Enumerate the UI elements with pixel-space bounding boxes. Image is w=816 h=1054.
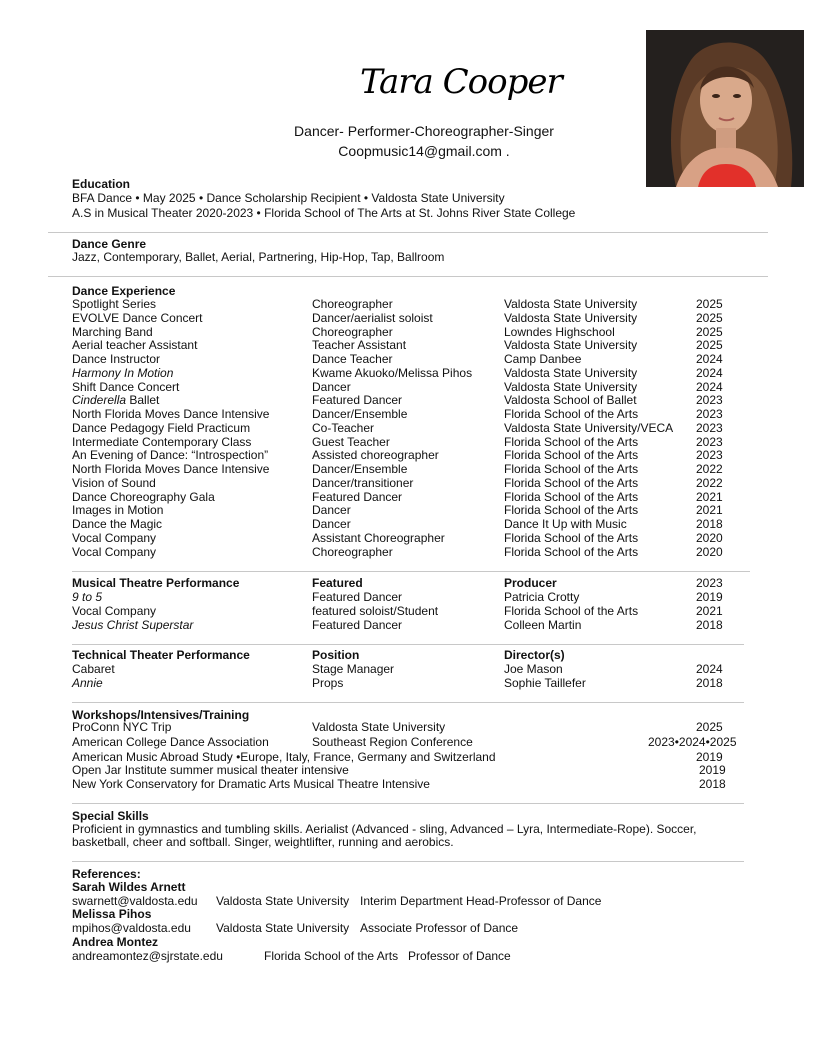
reference-name: Melissa Pihos — [72, 907, 152, 921]
dance-row-org-cell: Valdosta State University — [504, 365, 638, 380]
dance-row-org-cell: Valdosta State University — [504, 338, 638, 353]
reference-email: andreamontez@sjrstate.edu — [72, 949, 223, 963]
contact-email: Coopmusic14@gmail.com . — [338, 143, 510, 159]
dance-row-title-cell: Dance Choreography Gala — [72, 489, 215, 504]
dance-row-role-cell: Dancer — [312, 379, 351, 394]
dance-row-year-cell: 2025 — [696, 310, 723, 325]
dance-row-role-cell: Assisted choreographer — [312, 448, 439, 463]
dance-row-year-cell: 2024 — [696, 352, 723, 366]
dance-row-role-cell: Teacher Assistant — [312, 338, 407, 353]
workshop-year: 2025 — [696, 720, 723, 734]
musical-row-year-cell: 2018 — [696, 618, 723, 632]
dance-row-year-cell: 2020 — [696, 544, 723, 559]
dance-row-title-cell — [72, 367, 173, 381]
dance-row-org-cell: Florida School of the Arts — [504, 489, 639, 504]
dance-row-year-cell: 2021 — [696, 503, 723, 518]
reference-email: swarnett@valdosta.edu — [72, 894, 198, 908]
technical-heading: Technical Theater Performance — [72, 648, 250, 662]
workshop-org: Valdosta State University — [312, 720, 446, 734]
dance-row-year-cell: 2023 — [696, 448, 723, 463]
dance-row-title-cell: Shift Dance Concert — [72, 379, 180, 394]
musical-row-year-cell: 2019 — [696, 590, 723, 604]
candidate-name: Tara Cooper — [360, 62, 562, 102]
dance-row-org-cell: Valdosta State University — [504, 297, 638, 311]
dance-row-role-cell: Dancer/transitioner — [312, 475, 414, 490]
dance-row-title-cell: Dance Pedagogy Field Practicum — [72, 420, 251, 435]
dance-row-role-cell: Dancer/Ensemble — [312, 462, 408, 476]
italic-title: Annie — [72, 676, 103, 690]
technical-row-year-cell: 2024 — [696, 662, 723, 676]
dance-row-title-cell: North Florida Moves Dance Intensive — [72, 407, 270, 421]
dance-row-title-cell: Dance Instructor — [72, 352, 161, 366]
education-heading: Education — [72, 177, 131, 191]
dance-row-role-cell: Featured Dancer — [312, 489, 403, 504]
workshop-year: 2019 — [696, 750, 723, 764]
reference-name: Sarah Wildes Arnett — [72, 880, 186, 894]
reference-name: Andrea Montez — [72, 935, 159, 949]
year-cell: 2023 — [696, 576, 723, 590]
dance-row-role-cell: Featured Dancer — [312, 393, 403, 408]
italic-title: Jesus Christ Superstar — [72, 618, 194, 632]
technical-row-title-cell: Cabaret — [72, 662, 115, 676]
dance-row-role-cell: Choreographer — [312, 544, 393, 559]
dance-row-org-cell: Florida School of the Arts — [504, 434, 639, 449]
italic-title: Harmony In Motion — [72, 365, 174, 380]
references-heading: References: — [72, 867, 141, 881]
musical-row-role-cell: Featured Dancer — [312, 590, 403, 604]
dance-experience-heading: Dance Experience — [72, 284, 176, 298]
dance-row-role-cell: Dancer/aerialist soloist — [312, 310, 433, 325]
dance-row-org-cell: Lowndes Highschool — [504, 324, 615, 339]
dance-row-org-cell: Florida School of the Arts — [504, 407, 639, 421]
musical-row-title-cell — [72, 619, 193, 633]
dance-row-year-cell: 2023 — [696, 407, 723, 421]
musical-theatre-heading: Musical Theatre Performance — [72, 576, 240, 590]
dance-row-title-cell: Intermediate Contemporary Class — [72, 434, 252, 449]
reference-org: Florida School of the Arts — [264, 949, 399, 963]
musical-row-org-cell: Patricia Crotty — [504, 590, 580, 604]
skills-line: basketball, cheer and softball. Singer, weightlifter, running and aerobics. — [72, 835, 454, 849]
workshop-org: Southeast Region Conference — [312, 735, 473, 749]
musical-row-title-cell: Vocal Company — [72, 604, 157, 618]
directors-column-header: Director(s) — [504, 648, 565, 662]
dance-row-org-cell: Valdosta State University — [504, 310, 638, 325]
dance-row-org-cell: Valdosta State University/VECA — [504, 420, 674, 435]
dance-row-title-cell: Spotlight Series — [72, 297, 157, 311]
dance-row-title-cell: EVOLVE Dance Concert — [72, 310, 203, 325]
dance-row-title-cell: Dance the Magic — [72, 517, 163, 531]
section-divider — [48, 232, 768, 233]
dance-row-title-cell: Vocal Company — [72, 530, 157, 545]
workshop-line: Open Jar Institute summer musical theater intensive — [72, 763, 349, 777]
dance-row-org-cell: Florida School of the Arts — [504, 530, 639, 545]
genre-heading: Dance Genre — [72, 237, 147, 251]
dance-row-role-cell: Choreographer — [312, 297, 393, 311]
education-line: A.S in Musical Theater 2020-2023 • Florida School of The Arts at St. Johns River State College — [72, 206, 576, 220]
section-divider — [72, 861, 744, 862]
dance-row-title-cell — [72, 394, 159, 408]
dance-row-role-cell: Dancer — [312, 503, 351, 518]
musical-row-org-cell: Florida School of the Arts — [504, 604, 639, 618]
skills-heading: Special Skills — [72, 809, 149, 823]
skills-line: Proficient in gymnastics and tumbling skills. Aerialist (Advanced - sling, Advanced – Lyra, Intermediate-Rope). Soccer, — [72, 822, 697, 836]
tagline: Dancer- Performer-Choreographer-Singer — [294, 123, 554, 139]
dance-row-title-cell: Vocal Company — [72, 544, 157, 559]
musical-row-org-cell: Colleen Martin — [504, 618, 582, 632]
reference-position: Associate Professor of Dance — [360, 921, 519, 935]
technical-row-role-cell: Stage Manager — [312, 662, 395, 676]
dance-row-org-cell: Florida School of the Arts — [504, 462, 639, 476]
dance-row-title-cell: Images in Motion — [72, 503, 164, 518]
dance-row-org-cell: Florida School of the Arts — [504, 475, 639, 490]
reference-org: Valdosta State University — [216, 921, 350, 935]
workshop-title: American College Dance Association — [72, 735, 269, 749]
dance-row-role-cell: Dancer/Ensemble — [312, 407, 408, 421]
musical-row-role-cell: Featured Dancer — [312, 618, 403, 632]
section-divider — [72, 571, 750, 572]
producer-column-header: Producer — [504, 576, 557, 590]
dance-row-org-cell: Florida School of the Arts — [504, 448, 639, 463]
dance-row-year-cell: 2018 — [696, 517, 723, 531]
headshot-photo — [646, 30, 804, 187]
dance-row-org-cell: Valdosta State University — [504, 379, 638, 394]
technical-row-org-cell: Sophie Taillefer — [504, 676, 586, 690]
dance-row-title-cell: North Florida Moves Dance Intensive — [72, 462, 270, 476]
workshop-year: 2019 — [699, 763, 726, 777]
reference-position: Professor of Dance — [408, 949, 511, 963]
genre-list: Jazz, Contemporary, Ballet, Aerial, Partnering, Hip-Hop, Tap, Ballroom — [72, 250, 445, 264]
dance-row-title-cell: Aerial teacher Assistant — [72, 338, 198, 353]
dance-row-role-cell: Dance Teacher — [312, 352, 393, 366]
position-column-header: Position — [312, 648, 360, 662]
dance-row-year-cell: 2024 — [696, 365, 723, 380]
featured-column-header: Featured — [312, 576, 363, 590]
dance-row-org-cell: Camp Danbee — [504, 352, 582, 366]
dance-row-year-cell: 2023 — [696, 420, 723, 435]
dance-row-year-cell: 2025 — [696, 338, 723, 353]
musical-row-year-cell: 2021 — [696, 604, 723, 618]
dance-row-role-cell: Assistant Choreographer — [312, 530, 445, 545]
workshop-line: American Music Abroad Study •Europe, Italy, France, Germany and Switzerland — [72, 750, 496, 764]
dance-row-role-cell: Dancer — [312, 517, 351, 531]
technical-row-org-cell: Joe Mason — [504, 662, 563, 676]
workshop-year: 2018 — [699, 777, 726, 791]
education-line: BFA Dance • May 2025 • Dance Scholarship Recipient • Valdosta State University — [72, 191, 505, 205]
workshop-line: New York Conservatory for Dramatic Arts Musical Theatre Intensive — [72, 777, 430, 791]
workshop-title: ProConn NYC Trip — [72, 720, 172, 734]
dance-row-year-cell: 2022 — [696, 462, 723, 476]
dance-row-role-cell: Co-Teacher — [312, 420, 375, 435]
title-suffix: Ballet — [126, 393, 160, 408]
dance-row-year-cell: 2025 — [696, 324, 723, 339]
section-divider — [72, 803, 744, 804]
dance-row-year-cell: 2022 — [696, 475, 723, 490]
dance-row-role-cell: Kwame Akuoko/Melissa Pihos — [312, 365, 473, 380]
dance-row-role-cell: Guest Teacher — [312, 434, 390, 449]
workshop-year: 2023•2024•2025 — [648, 735, 737, 749]
section-divider — [48, 276, 768, 277]
italic-title: 9 to 5 — [72, 590, 103, 604]
dance-row-year-cell: 2023 — [696, 393, 723, 408]
italic-title: Cinderella — [72, 393, 127, 408]
dance-row-year-cell: 2025 — [696, 297, 723, 311]
reference-email: mpihos@valdosta.edu — [72, 921, 191, 935]
dance-row-title-cell: Marching Band — [72, 324, 153, 339]
technical-row-year-cell: 2018 — [696, 676, 723, 690]
dance-row-title-cell: An Evening of Dance: “Introspection” — [72, 448, 269, 463]
dance-row-org-cell: Valdosta School of Ballet — [504, 393, 637, 408]
dance-row-year-cell: 2023 — [696, 434, 723, 449]
reference-org: Valdosta State University — [216, 894, 350, 908]
technical-row-role-cell: Props — [312, 676, 344, 690]
musical-row-role-cell: featured soloist/Student — [312, 604, 439, 618]
section-divider — [72, 702, 744, 703]
workshops-heading: Workshops/Intensives/Training — [72, 708, 250, 722]
dance-row-org-cell: Florida School of the Arts — [504, 544, 639, 559]
reference-position: Interim Department Head-Professor of Dance — [360, 894, 602, 908]
dance-row-role-cell: Choreographer — [312, 324, 393, 339]
dance-row-org-cell: Florida School of the Arts — [504, 503, 639, 518]
technical-row-title-cell — [72, 677, 103, 691]
section-divider — [72, 644, 744, 645]
dance-row-year-cell: 2020 — [696, 530, 723, 545]
dance-row-year-cell: 2024 — [696, 379, 723, 394]
dance-row-year-cell: 2021 — [696, 489, 723, 504]
musical-row-title-cell — [72, 591, 102, 605]
dance-row-org-cell: Dance It Up with Music — [504, 517, 627, 531]
dance-row-title-cell: Vision of Sound — [72, 475, 156, 490]
